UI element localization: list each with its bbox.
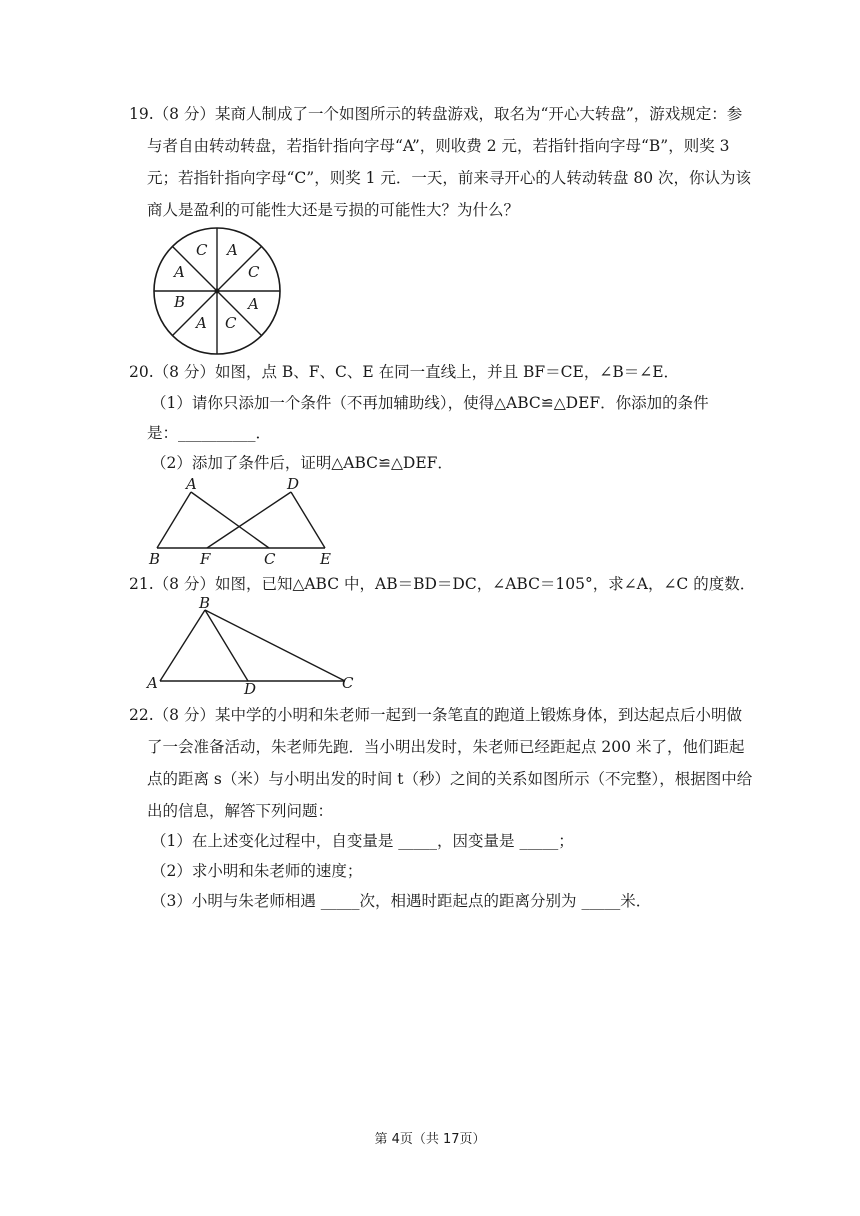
q21-line-1: 21.（8 分）如图，已知△ABC 中，AB＝BD＝DC，∠ABC＝105°，求∠A，∠C 的度数． — [129, 575, 756, 593]
q19-line-3: 元；若指针指向字母“C”，则奖 1 元．一天，前来寻开心的人转动转盘 80 次，你认为该 — [147, 169, 752, 187]
spinner-label: A — [196, 314, 207, 332]
point-label: E — [320, 550, 331, 568]
q22-line-1: 22.（8 分）某中学的小明和朱老师一起到一条笔直的跑道上锻炼身体，到达起点后小明做 — [129, 706, 742, 724]
spinner-label: A — [227, 241, 238, 259]
q22-line-6: （2）求小明和朱老师的速度； — [151, 862, 363, 880]
q22-line-5: （1）在上述变化过程中，自变量是 _____，因变量是 _____； — [151, 832, 574, 850]
q22-line-3: 点的距离 s（米）与小明出发的时间 t（秒）之间的关系如图所示（不完整），根据图中给 — [147, 770, 753, 788]
q22-line-4: 出的信息，解答下列问题： — [147, 802, 334, 820]
segment-AB — [157, 492, 191, 548]
point-label: A — [147, 674, 158, 692]
segment-AB — [160, 610, 205, 681]
spinner-label: B — [174, 293, 186, 311]
spinner-label: A — [248, 295, 259, 313]
spinner-label: A — [174, 263, 185, 281]
q19-line-1: 19.（8 分）某商人制成了一个如图所示的转盘游戏，取名为“开心大转盘”，游戏规定：参 — [129, 105, 743, 123]
q20-line-4: （2）添加了条件后，证明△ABC≌△DEF． — [151, 454, 453, 472]
point-label: D — [287, 475, 300, 493]
spinner-label: C — [225, 314, 237, 332]
q19-line-2: 与者自由转动转盘，若指针指向字母“A”，则收费 2 元，若指针指向字母“B”，则奖 3 — [147, 137, 730, 155]
point-label: B — [149, 550, 161, 568]
q20-line-2: （1）请你只添加一个条件（不再加辅助线），使得△ABC≌△DEF．你添加的条件 — [151, 394, 709, 412]
point-label: C — [264, 550, 276, 568]
point-label: D — [244, 680, 257, 698]
q20-line-1: 20.（8 分）如图，点 B、F、C、E 在同一直线上，并且 BF＝CE，∠B＝∠E． — [129, 363, 680, 381]
spinner-figure — [147, 227, 287, 355]
spinner-center-dot — [215, 289, 220, 294]
q22-line-7: （3）小明与朱老师相遇 _____次，相遇时距起点的距离分别为 _____米． — [151, 892, 652, 910]
q20-triangles-figure — [145, 474, 345, 570]
page-number-footer: 第 4页（共 17页） — [374, 1132, 486, 1147]
q20-line-3: 是：__________． — [147, 424, 272, 442]
spinner-label: C — [248, 263, 260, 281]
spinner-label: C — [196, 241, 208, 259]
q19-line-4: 商人是盈利的可能性大还是亏损的可能性大？为什么？ — [147, 201, 520, 219]
q21-triangle-figure — [145, 596, 365, 696]
segment-DF — [207, 492, 291, 548]
segment-AC — [191, 492, 269, 548]
point-label: B — [199, 594, 211, 612]
point-label: F — [200, 550, 211, 568]
q22-line-2: 了一会准备活动，朱老师先跑．当小明出发时，朱老师已经距起点 200 米了，他们距起 — [147, 738, 745, 756]
point-label: C — [342, 674, 354, 692]
point-label: A — [186, 475, 197, 493]
segment-DE — [291, 492, 325, 548]
